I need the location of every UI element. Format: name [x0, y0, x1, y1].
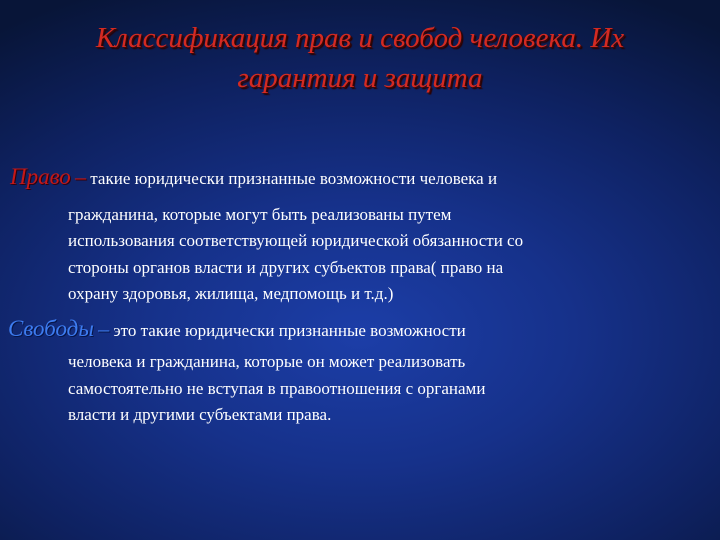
paragraph-svobody-first-line	[8, 316, 466, 342]
term-pravo: Право	[10, 164, 71, 189]
definition-pravo-line: стороны органов власти и других субъектов права( право на	[68, 258, 504, 277]
slide-title-line-1: Классификация прав и свобод человека. Их	[95, 22, 625, 54]
paragraph-pravo-first-line	[10, 164, 497, 190]
definition-pravo-line: гражданина, которые могут быть реализованы путем	[68, 205, 452, 224]
slide-title	[40, 18, 680, 98]
definition-svobody-start: это такие юридически признанные возможности	[113, 321, 466, 340]
definition-pravo-line: использования соответствующей юридической обязанности со	[68, 231, 524, 250]
definition-pravo-start: такие юридически признанные возможности человека и	[90, 169, 498, 188]
definition-pravo-line: охрану здоровья, жилища, медпомощь и т.д.)	[68, 284, 394, 303]
term-pravo-dash: –	[75, 164, 87, 189]
definition-svobody-line: власти и другими субъектами права.	[68, 405, 332, 424]
definition-svobody-line: человека и гражданина, которые он может реализовать	[68, 352, 466, 371]
term-svobody-dash: –	[98, 316, 110, 341]
definition-svobody-line: самостоятельно не вступая в правоотношения с органами	[68, 379, 486, 398]
slide-title-line-2: гарантия и защита	[237, 62, 483, 94]
term-svobody: Свободы	[8, 316, 94, 341]
